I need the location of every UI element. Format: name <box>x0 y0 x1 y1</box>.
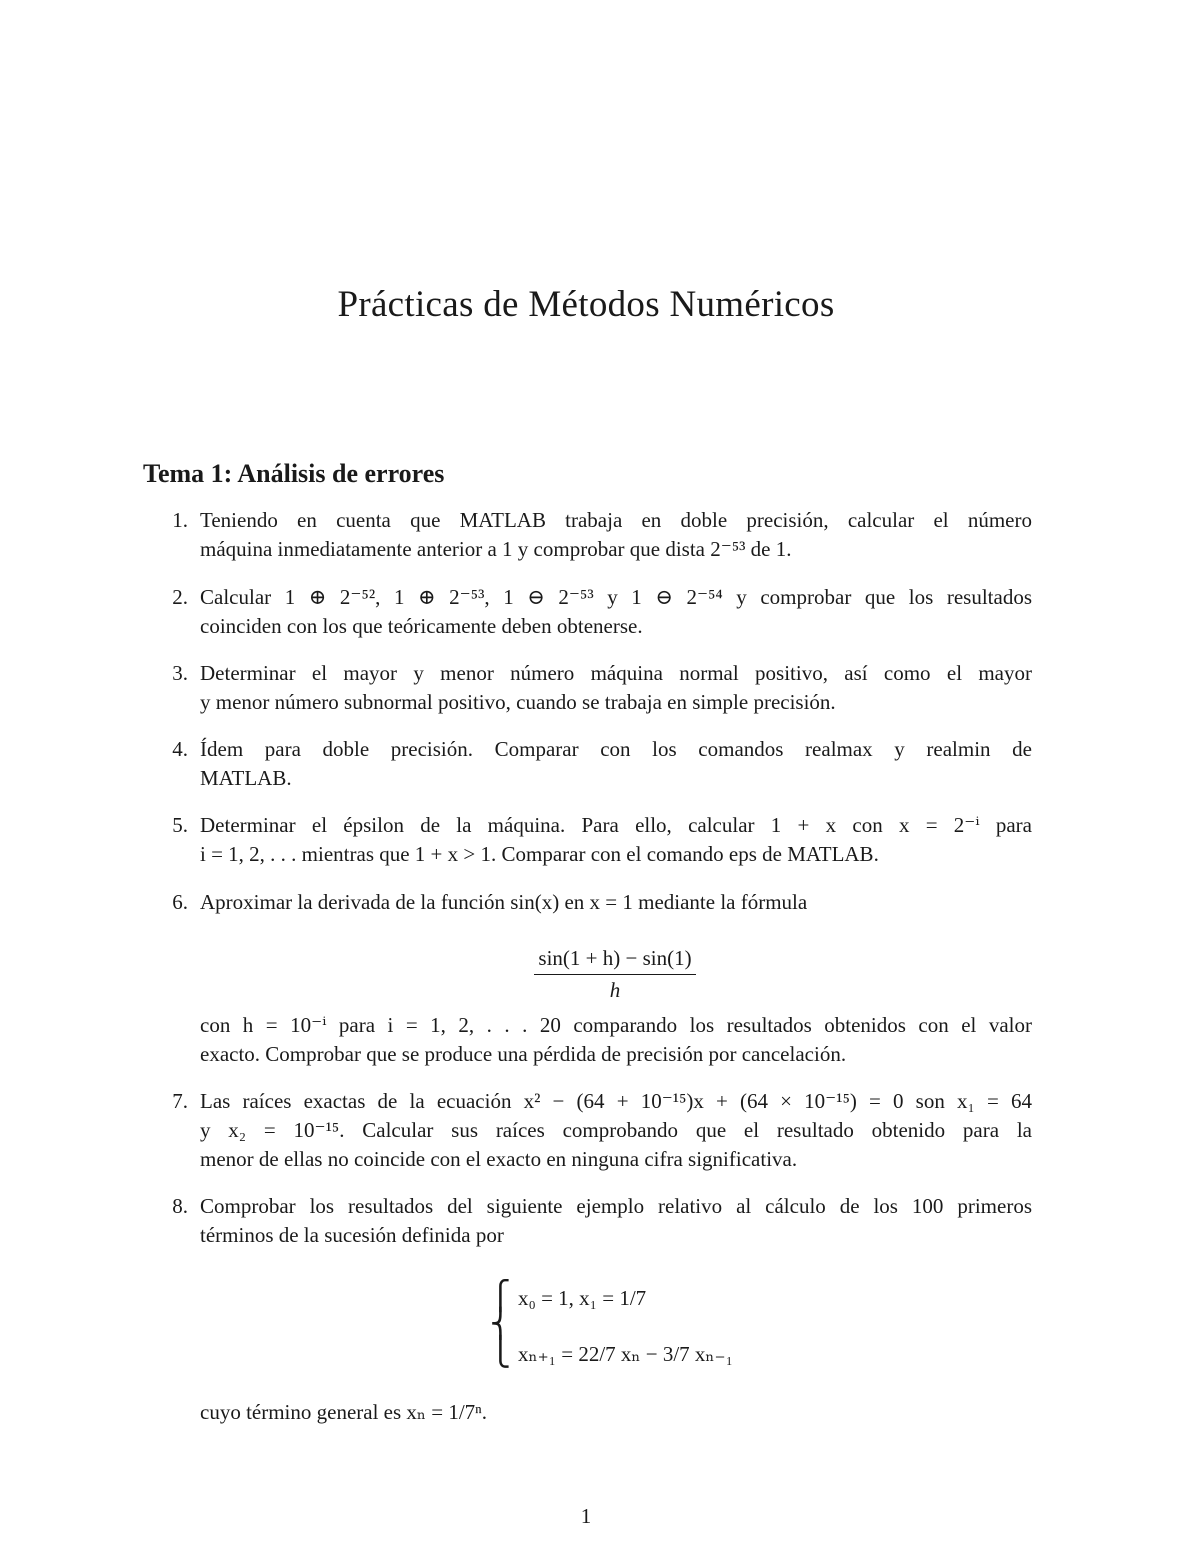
system-line-initial: x₀ = 1, x₁ = 1/7 <box>518 1286 647 1310</box>
formula-numerator: sin(1 + h) − sin(1) <box>534 946 695 975</box>
item-text-line: MATLAB. <box>200 766 292 790</box>
item-number: 7. <box>172 1089 188 1113</box>
item-text-line: Aproximar la derivada de la función sin(x) en x = 1 mediante la fórmula <box>200 890 808 914</box>
item-text-line: i = 1, 2, . . . mientras que 1 + x > 1. Comparar con el comando eps de MATLAB. <box>200 842 879 866</box>
item-text-line: y x₂ = 10⁻¹⁵. Calcular sus raíces comprobando que el resultado obtenido para la <box>200 1118 1032 1142</box>
item-text-line: con h = 10⁻ⁱ para i = 1, 2, . . . 20 comparando los resultados obtenidos con el valor <box>200 1013 1032 1037</box>
recurrence-system <box>490 1280 750 1370</box>
list-item <box>172 1192 1032 1250</box>
item-number: 5. <box>172 813 188 837</box>
item-text-line: cuyo término general es xₙ = 1/7ⁿ. <box>200 1400 488 1424</box>
item-text-line: Ídem para doble precisión. Comparar con los comandos realmax y realmin de <box>200 737 1032 761</box>
list-item <box>172 506 1032 564</box>
page-number: 1 <box>580 1504 592 1528</box>
derivative-formula <box>515 946 715 1003</box>
formula-denominator: h <box>609 978 621 1002</box>
item-number: 6. <box>172 890 188 914</box>
list-item <box>172 1087 1032 1174</box>
section-heading: Tema 1: Análisis de errores <box>143 459 445 488</box>
item-text-line: Determinar el mayor y menor número máquina normal positivo, así como el mayor <box>200 661 1032 685</box>
item-number: 8. <box>172 1194 188 1218</box>
item-number: 4. <box>172 737 188 761</box>
list-item <box>172 811 1032 869</box>
left-brace-icon: ⎩ <box>490 1335 511 1368</box>
item-text-line: exacto. Comprobar que se produce una pérdida de precisión por cancelación. <box>200 1042 847 1066</box>
item-text-line: menor de ellas no coincide con el exacto en ninguna cifra significativa. <box>200 1147 798 1171</box>
list-item-continuation <box>172 1398 1032 1427</box>
item-text-line: máquina inmediatamente anterior a 1 y comprobar que dista 2⁻⁵³ de 1. <box>200 537 792 561</box>
list-item <box>172 735 1032 793</box>
item-number: 1. <box>172 508 188 532</box>
item-text-line: coinciden con los que teóricamente deben obtenerse. <box>200 614 643 638</box>
list-item <box>172 583 1032 641</box>
page-title: Prácticas de Métodos Numéricos <box>337 284 835 325</box>
item-number: 2. <box>172 585 188 609</box>
item-text-line: Las raíces exactas de la ecuación x² − (64 + 10⁻¹⁵)x + (64 × 10⁻¹⁵) = 0 son x₁ = 64 <box>200 1089 1032 1113</box>
item-text-line: Calcular 1 ⊕ 2⁻⁵², 1 ⊕ 2⁻⁵³, 1 ⊖ 2⁻⁵³ y 1 ⊖ 2⁻⁵⁴ y comprobar que los resultados <box>200 585 1032 609</box>
item-text-line: y menor número subnormal positivo, cuando se trabaja en simple precisión. <box>200 690 836 714</box>
item-text-line: Teniendo en cuenta que MATLAB trabaja en doble precisión, calcular el número <box>200 508 1032 532</box>
list-item-continuation <box>172 1011 1032 1069</box>
left-brace-icon: ⎨ <box>490 1307 511 1340</box>
list-item <box>172 659 1032 717</box>
left-brace-icon: ⎧ <box>490 1279 511 1312</box>
item-number: 3. <box>172 661 188 685</box>
item-text-line: Comprobar los resultados del siguiente ejemplo relativo al cálculo de los 100 primeros <box>200 1194 1032 1218</box>
system-line-recurrence: xₙ₊₁ = 22/7 xₙ − 3/7 xₙ₋₁ <box>518 1342 733 1366</box>
item-text-line: términos de la sucesión definida por <box>200 1223 504 1247</box>
item-text-line: Determinar el épsilon de la máquina. Para ello, calcular 1 + x con x = 2⁻ⁱ para <box>200 813 1032 837</box>
list-item <box>172 888 1032 917</box>
